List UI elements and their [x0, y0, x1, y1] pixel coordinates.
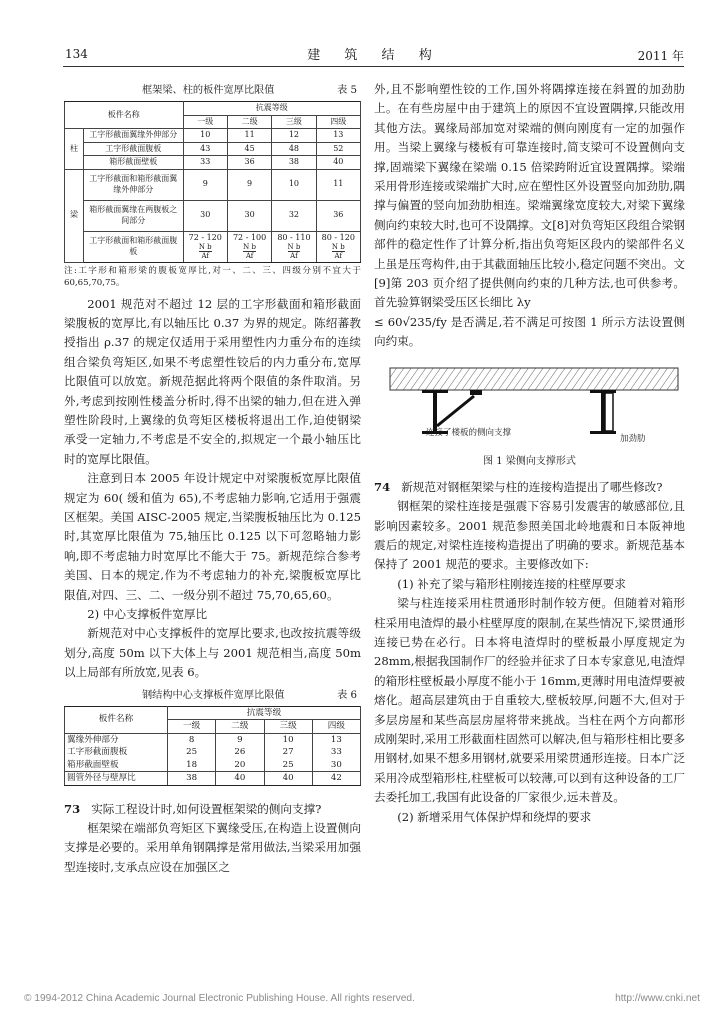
table5-cell-range: 72 - 120 — [188, 232, 222, 242]
table6-cell: 8 — [168, 733, 216, 746]
beam-web — [433, 393, 437, 431]
journal-title: 建 筑 结 构 — [307, 48, 442, 63]
table5-row-name: 工字形截面和箱形截面翼缘外伸部分 — [84, 169, 184, 200]
table5-grade: 三级 — [272, 115, 316, 129]
table5-cell-range: 72 - 100 — [232, 232, 267, 242]
paragraph: 2001 规范对不超过 12 层的工字形截面和箱形截面梁腹板的宽厚比,有以轴压比 0.37 为界的规定。陈绍蕃教授指出 ρ.37 的规定仅适用于采用塑性内力重分布的连续组合梁负弯矩区,如果不考虑塑性铰后的内力重分布,宽厚比限值可以放宽。新规范据此将两个限值的条件取消。另外,考虑到按刚性楼盖分析时,得不出梁的轴力,但在进入弹塑性阶段时,上翼缘的负弯矩区楼板将退出工作,迫使钢梁承受一定轴力,不考虑是不安全的,拟规定一个最小轴压比时的宽厚比限值。 — [64, 296, 361, 466]
paragraph: 梁与柱连接采用柱贯通形时制作较方便。但随着对箱形柱采用电渣焊的最小柱壁厚度的限制,在某些情况下,梁贯通形连接已势在必行。日本将电渣焊时的壁板最小厚度规定为 28mm,根据我国制作厂的经验并征求了日本专家意见,电渣焊的箱形柱壁板最小厚度不能小于 16mm,更薄时用电渣焊要被熔化。超高层建筑由于自重较大,壁板较厚,问题不大,但对于多层房屋和某些高层房屋将带来挑战。当柱在两个方向都形成刚架时,采用工形截面柱固然可以解决,但与箱形柱相比要多用钢材,如果不想多用钢材,就要采用梁贯通形连接。日本广泛采用冷成型箱形柱,柱壁板可以较薄,可以到有这种设备的工厂去委托加工,我国有此设备的厂家很少,远未普及。 — [374, 596, 685, 805]
page-number: 134 — [65, 47, 88, 61]
paragraph: 外,且不影响塑性铰的工作,国外将隅撑连接在斜置的加劲肋上。在有些房屋中由于建筑上的原因不宜设置隅撑,只能改用其他方法。翼缘局部加宽对梁端的侧向刚度有一定的加强作用。当梁上翼缘与楼板有可靠连接时,简支梁可不设置侧向支撑,固端梁下翼缘在梁端 0.15 倍梁跨附近宜设置隅撑。梁端采用骨形连接或梁端扩大时,应在塑性区外设置竖向加劲肋,隅撑与偏置的竖向加劲肋相连。梁端翼缘宽度较大,对梁下翼缘侧向约束较大时,也可不设隅撑。文[8]对负弯矩区段组合梁钢部件的稳定性作了计算分析,指出负弯矩区段内的梁部件名义上虽是压弯构件,由于其截面轴压比较小,稳定问题不突出。文[9]第 203 页介绍了提供侧向约束的几种方法,也可供参考。首先验算钢梁受压区长细比 λy — [374, 82, 685, 310]
table6-cell: 18 — [168, 759, 216, 772]
table5-cell: 38 — [272, 156, 316, 170]
table5-cell: 48 — [272, 142, 316, 156]
table6-cell: 25 — [264, 759, 312, 772]
table5-cell: 40 — [316, 156, 360, 170]
figure-caption: 图 1 梁侧向支撑形式 — [483, 455, 576, 467]
table6-header-grade: 抗震等级 — [168, 706, 361, 720]
table5-grade: 四级 — [316, 115, 360, 129]
fraction-numerator: N b — [287, 243, 301, 252]
table6-row-name: 箱形截面壁板 — [65, 759, 168, 772]
table5-fraction — [243, 243, 256, 260]
left-column — [64, 84, 361, 877]
question-number: 73 — [64, 801, 81, 816]
table5-cell: 36 — [316, 200, 360, 231]
figure-label-stiffener: 加劲肋 — [620, 433, 646, 444]
table6-cell: 27 — [264, 746, 312, 759]
table5-cell: 9 — [227, 169, 271, 200]
paragraph: ≤ 60√235/fy 是否满足,若不满足可按图 1 所示方法设置侧向约束。 — [374, 314, 685, 349]
paragraph: 注意到日本 2005 年设计规定中对梁腹板宽厚比限值规定为 60( 缓和值为 65),不考虑轴力影响,它适用于强震区框架。美国 AISC-2005 规定,当梁腹板轴压比为 0.125 时,其宽厚比限值为 75,轴压比 0.125 以下可忽略轴力影响,即不考虑轴力时宽厚比不能大于 75。新规范综合参考美国、日本的规定,作为不考虑轴力的补充,梁腹板宽厚比限值,对四、三、二、一级分别不超过 75,70,65,60。 — [64, 471, 361, 602]
page-footer — [24, 993, 700, 1004]
table6-title: 钢结构中心支撑板件宽厚比限值 — [142, 689, 285, 701]
paragraph: 框架梁在端部负弯矩区下翼缘受压,在构造上设置侧向支撑是必要的。采用单角钢隅撑是常用做法,当梁采用加强型连接时,支承点应设在加强区之 — [64, 821, 361, 874]
figure-label-brace: 连接了楼板的侧向支撑 — [426, 427, 512, 438]
table5-cell: 12 — [272, 129, 316, 143]
fraction-denominator: Af — [201, 252, 210, 261]
table6-cell: 30 — [312, 759, 360, 772]
table5-cell-range: 80 - 120 — [321, 232, 355, 242]
table6-cell: 33 — [312, 746, 360, 759]
subheading: (1) 补充了梁与箱形柱刚接连接的柱壁厚要求 — [397, 576, 626, 591]
question-text: 实际工程设计时,如何设置框架梁的侧向支撑? — [91, 801, 322, 816]
page-header — [65, 44, 684, 64]
table5-label: 表 5 — [337, 85, 357, 96]
table5-row-name: 工字形截面翼缘外伸部分 — [84, 129, 184, 143]
table5-grade: 一级 — [183, 115, 227, 129]
table5-caption — [64, 84, 361, 98]
table6-grade: 四级 — [312, 720, 360, 734]
table6-cell: 10 — [264, 733, 312, 746]
fraction-numerator: N b — [243, 243, 257, 252]
table6-row-name: 翼缘外伸部分 — [65, 733, 168, 746]
table5-cell: 10 — [272, 169, 316, 200]
beam-top-flange — [422, 390, 448, 393]
table6-row-name: 工字形截面腹板 — [65, 746, 168, 759]
table5-cell: 32 — [272, 200, 316, 231]
question-73 — [64, 800, 361, 819]
table5-fraction — [288, 243, 301, 260]
fraction-denominator: Af — [334, 252, 343, 261]
table5-row-name: 箱形截面翼缘在两腹板之间部分 — [84, 200, 184, 231]
table5-note: 注:工字形和箱形梁的腹板宽厚比,对一、二、三、四级分别不宜大于 60,65,70,75。 — [64, 265, 361, 288]
subheading: 2) 中心支撑板件宽厚比 — [87, 607, 208, 621]
subheading: (2) 新增采用气体保护焊和绕焊的要求 — [397, 809, 592, 824]
table6-cell: 40 — [264, 772, 312, 786]
table5-cell — [272, 231, 316, 262]
floor-slab — [390, 368, 678, 390]
angle-brace — [437, 396, 474, 426]
fraction-numerator: N b — [331, 243, 345, 252]
fraction-numerator: N b — [198, 243, 212, 252]
table5-cell — [183, 231, 227, 262]
issue-year: 2011 年 — [637, 49, 684, 63]
table5-cell — [227, 231, 271, 262]
table5-cell: 11 — [227, 129, 271, 143]
table6-cell: 20 — [216, 759, 264, 772]
paragraph: 钢框架的梁柱连接是强震下容易引发震害的敏感部位,且影响因素较多。2001 规范参照美国北岭地震和日本阪神地震后的规定,对梁柱连接构造提出了明确的要求。新规范基本保持了 2001 规范的要求。主要修改如下: — [374, 499, 685, 572]
table6-header-name: 板件名称 — [65, 706, 168, 733]
table6-cell: 26 — [216, 746, 264, 759]
table6-cell: 25 — [168, 746, 216, 759]
table5-cell-range: 80 - 110 — [277, 232, 311, 242]
table5-cell: 43 — [183, 142, 227, 156]
table6-cell: 38 — [168, 772, 216, 786]
table5 — [64, 101, 361, 263]
table5-cell: 13 — [316, 129, 360, 143]
table6 — [64, 706, 361, 786]
table5-fraction — [199, 243, 212, 260]
table5-cell: 30 — [183, 200, 227, 231]
table5-cell — [316, 231, 360, 262]
table6-label: 表 6 — [337, 689, 357, 701]
table5-fraction — [332, 243, 345, 260]
question-74 — [374, 478, 685, 497]
table5-cell: 9 — [183, 169, 227, 200]
header-rule — [63, 66, 684, 67]
copyright-text: © 1994-2012 China Academic Journal Electronic Publishing House. All rights reserved. — [24, 993, 415, 1004]
table5-cell: 10 — [183, 129, 227, 143]
question-number: 74 — [374, 479, 391, 494]
table5-row-name: 工字形截面腹板 — [84, 142, 184, 156]
cnki-link[interactable]: http://www.cnki.net — [615, 993, 700, 1004]
paragraph: 新规范对中心支撑板件的宽厚比要求,也改按抗震等级划分,高度 50m 以下大体上与 2001 规范相当,高度 50m 以上局部有所放宽,见表 6。 — [64, 626, 361, 680]
table5-header-name: 板件名称 — [65, 102, 184, 129]
table6-grade: 一级 — [168, 720, 216, 734]
stiffener — [605, 393, 613, 431]
table5-cell: 33 — [183, 156, 227, 170]
table6-row-name: 圆管外径与壁厚比 — [65, 772, 168, 786]
table5-group-column: 柱 — [65, 129, 84, 170]
table5-row-name: 工字形截面和箱形截面腹板 — [84, 231, 184, 262]
fraction-denominator: Af — [290, 252, 298, 261]
table6-cell: 42 — [312, 772, 360, 786]
table6-cell: 9 — [216, 733, 264, 746]
table5-header-grade: 抗震等级 — [183, 102, 360, 116]
table5-cell: 45 — [227, 142, 271, 156]
table5-row-name: 箱形截面壁板 — [84, 156, 184, 170]
question-text: 新规范对钢框架梁与柱的连接构造提出了哪些修改? — [401, 479, 663, 494]
table6-cell: 40 — [216, 772, 264, 786]
table5-cell: 36 — [227, 156, 271, 170]
table6-grade: 二级 — [216, 720, 264, 734]
table6-cell: 13 — [312, 733, 360, 746]
brace-connection — [470, 390, 482, 395]
table5-cell: 11 — [316, 169, 360, 200]
table5-title: 框架梁、柱的板件宽厚比限值 — [142, 85, 275, 96]
table5-cell: 30 — [227, 200, 271, 231]
table5-cell: 52 — [316, 142, 360, 156]
table6-grade: 三级 — [264, 720, 312, 734]
table6-caption — [64, 689, 361, 703]
right-column — [374, 80, 685, 827]
figure-1 — [374, 358, 685, 450]
table5-group-beam: 梁 — [65, 169, 84, 262]
table5-grade: 二级 — [227, 115, 271, 129]
fraction-denominator: Af — [245, 252, 254, 261]
